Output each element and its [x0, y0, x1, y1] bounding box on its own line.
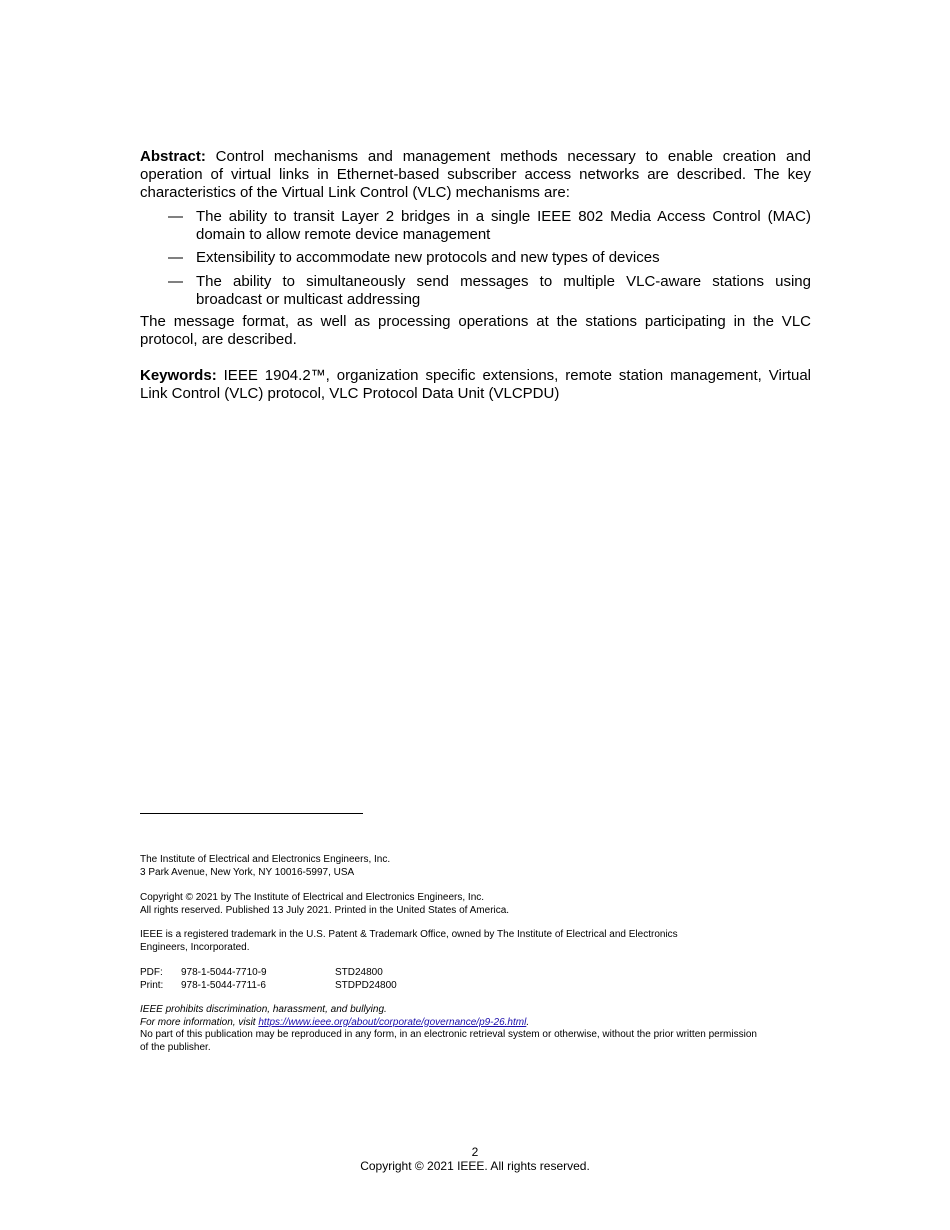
dash-icon: —: [168, 273, 183, 290]
bullet-text: The ability to simultaneously send messages to multiple VLC-aware stations using broadcast or multicast addressing: [196, 273, 811, 308]
publisher-block: [140, 854, 820, 879]
policy-info-suffix: .: [526, 1016, 530, 1028]
isbn-format: PDF:: [140, 967, 163, 978]
keywords-label: Keywords:: [140, 367, 217, 384]
footer-copyright: Copyright © 2021 IEEE. All rights reserved.: [360, 1159, 590, 1173]
abstract-paragraph: [140, 148, 811, 202]
copyright-line: Copyright © 2021 by The Institute of Electrical and Electronics Engineers, Inc.: [140, 892, 485, 903]
reproduction-notice-end: of the publisher.: [140, 1041, 211, 1053]
publisher-name: The Institute of Electrical and Electronics Engineers, Inc.: [140, 854, 391, 865]
isbn-format: Print:: [140, 979, 164, 991]
keywords-paragraph: [140, 367, 811, 403]
list-item: [168, 249, 811, 267]
list-item: [168, 208, 811, 244]
dash-icon: —: [168, 249, 183, 266]
isbn-number: 978-1-5044-7711-6: [181, 979, 266, 991]
isbn-number: 978-1-5044-7710-9: [181, 967, 267, 978]
abstract-closing-text: The message format, as well as processing operations at the stations participating in the VLC protocol, are described.: [140, 313, 811, 348]
policy-info-prefix: For more information, visit: [140, 1016, 259, 1028]
keywords-text: IEEE 1904.2™, organization specific extensions, remote station management, Virtual Link Control (VLC) protocol, VLC Protocol Data Unit (VLCPDU): [140, 367, 811, 402]
list-item: [168, 273, 811, 309]
policy-info-line: [140, 1017, 815, 1030]
separator-rule: [140, 813, 363, 814]
copyright-block: [140, 892, 820, 917]
isbn-code: STD24800: [335, 967, 383, 978]
bullet-text: The ability to transit Layer 2 bridges in a single IEEE 802 Media Access Control (MAC) domain to allow remote device management: [196, 208, 811, 243]
governance-link[interactable]: https://www.ieee.org/about/corporate/governance/p9-26.html: [258, 1016, 527, 1028]
policy-line: IEEE prohibits discrimination, harassment, and bullying.: [140, 1004, 387, 1015]
page-number: 2: [471, 1145, 479, 1159]
bullet-text: Extensibility to accommodate new protocols and new types of devices: [196, 249, 660, 266]
isbn-table: [140, 967, 540, 993]
trademark-line: Engineers, Incorporated.: [140, 941, 250, 953]
abstract-closing: [140, 313, 811, 349]
table-row: [140, 980, 540, 993]
dash-icon: —: [168, 208, 183, 225]
publisher-address: 3 Park Avenue, New York, NY 10016-5997, USA: [140, 866, 355, 878]
abstract-text: Control mechanisms and management methods necessary to enable creation and operation of virtual links in Ethernet-based subscriber access networks are described. The key characteristics of the Virtual Link Control (VLC) mechanisms are:: [140, 148, 811, 201]
trademark-line: IEEE is a registered trademark in the U.S. Patent & Trademark Office, owned by The Institute of Electrical and Electronics: [140, 929, 678, 940]
reproduction-notice: No part of this publication may be reproduced in any form, in an electronic retrieval system or otherwise, without the prior written permission: [140, 1029, 757, 1040]
rights-line: All rights reserved. Published 13 July 2021. Printed in the United States of America.: [140, 904, 510, 916]
policy-block: [140, 1004, 815, 1054]
abstract-label: Abstract:: [140, 148, 206, 165]
trademark-block: [140, 929, 820, 954]
table-row: [140, 967, 540, 980]
isbn-code: STDPD24800: [335, 979, 397, 991]
